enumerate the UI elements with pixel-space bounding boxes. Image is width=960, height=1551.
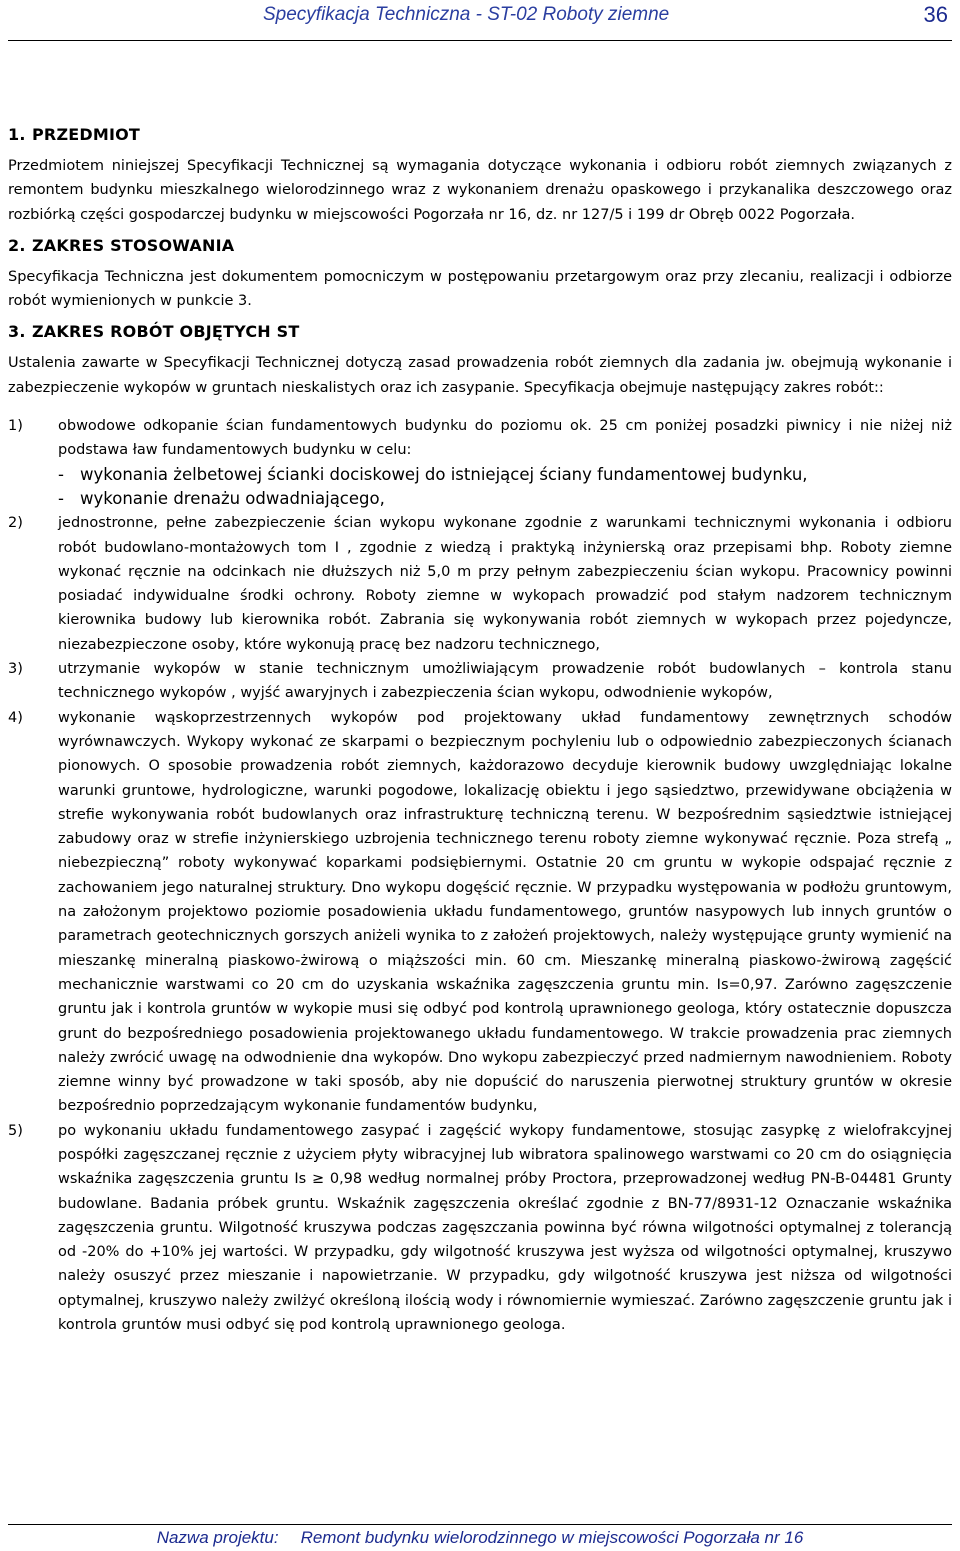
list-item <box>8 1119 952 1338</box>
section-title: ZAKRES ROBÓT OBJĘTYCH ST <box>32 322 300 342</box>
section-number: 1. <box>8 125 26 144</box>
section-title: PRZEDMIOT <box>32 125 141 144</box>
section-heading-3 <box>8 321 952 343</box>
list-item-text: wykonanie wąskoprzestrzennych wykopów pod projektowany układ fundamentowy zewnętrznych schodów wyrównawczych. Wykopy wykonać ze skarpami o bezpiecznym pochyleniu lub o odpowiednio zabezpieczonych ścianach pionowych. O sposobie prowadzenia robót ziemnych, każdorazowo decyduje kierownik budowy uwzględniając lokalne warunki gruntowe, hydrologiczne, warunki pogodowe, lokalizację obiektu i jego sąsiedztwo, przewidywane obciążenia w strefie wykonywania robót budowlanych oraz infrastrukturę techniczną terenu. W bezpośrednim sąsiedztwie istniejącej zabudowy oraz w strefie inżynierskiego uzbrojenia technicznego terenu roboty ziemne wykonywać ręcznie. Poza strefą „ niebezpieczną” roboty wykonywać koparkami podsiębiernymi. Ostatnie 20 cm gruntu w wykopie odspajać ręcznie z zachowaniem jego naturalnej struktury. Dno wykopu dogęścić ręcznie. W przypadku występowania w podłożu gruntowym, na założonym projektowo poziomie posadowienia układu fundamentowego, gruntów nasypowych lub innych gruntów o parametrach geotechnicznych gorszych aniżeli wynika to z założeń projektowych, należy występujące grunty wymienić na mieszankę mineralną piaskowo-żwirową o miąższości min. 60 cm. Mieszankę mineralną piaskowo-żwirową zagęścić mechanicznie warstwami co 20 cm do uzyskania wskaźnika zagęszczenia gruntu min. Is=0,97. Zarówno zagęszczenie gruntu jak i kontrola gruntów w wykopie musi się odbyć pod kontrolą uprawnionego geologa, który ostatecznie dopuszcza grunt do bezpośredniego posadowienia projektowanego układu fundamentowego. W trakcie prowadzenia prac ziemnych należy zwrócić uwagę na odwodnienie dna wykopów. Dno wykopu zabezpieczyć przed nadmiernym nawodnieniem. Roboty ziemne winny być prowadzone w taki sposób, aby nie dopuścić do naruszenia pierwotnej struktury gruntów w okresie bezpośrednio poprzedzającym wykonanie fundamentów budynku, <box>58 709 952 1115</box>
page-number: 36 <box>923 2 948 27</box>
paragraph: Ustalenia zawarte w Specyfikacji Technicznej dotyczą zasad prowadzenia robót ziemnych dla zadania jw. obejmują wykonanie i zabezpieczenie wykopów w gruntach nieskalistych oraz ich zasypanie. Specyfikacja obejmuje następujący zakres robót:: <box>8 355 952 396</box>
page-header <box>8 0 952 41</box>
list-marker: 2) <box>8 515 23 532</box>
page-footer <box>8 1524 952 1551</box>
list-item <box>8 706 952 1119</box>
sub-item: - wykonanie drenażu odwadniającego, <box>58 488 385 508</box>
list-marker: 5) <box>8 1122 23 1139</box>
section-heading-1 <box>8 124 952 146</box>
section-number: 3. <box>8 322 26 342</box>
list-item-text: po wykonaniu układu fundamentowego zasypać i zagęścić wykopy fundamentowe, stosując zasypkę z wielofrakcyjnej pospółki zagęszczanej ręcznie z użyciem płyty wibracyjnej lub wibratora spalinowego warstwami co 20 cm do osiągnięcia wskaźnika zagęszczenia gruntu Is ≥ 0,98 według normalnej próby Proctora, przeprowadzonej według PN-B-04481 Grunty budowlane. Badania próbek gruntu. Wskaźnik zagęszczenia określać zgodnie z BN-77/8931-12 Oznaczanie wskaźnika zagęszczenia gruntu. Wilgotność kruszywa podczas zagęszczania powinna być równa wilgotności optymalnej z tolerancją od -20% do +10% jej wartości. W przypadku, gdy wilgotność kruszywa jest wyższa od wilgotności optymalnej, kruszywo należy osuszyć przez mieszanie i napowietrzanie. W przypadku, gdy wilgotność kruszywa jest niższa od wilgotności optymalnej, kruszywo należy zwilżyć określoną ilością wody i równomiernie wymieszać. Zarówno zagęszczenie gruntu jak i kontrola gruntów musi odbyć się pod kontrolą uprawnionego geologa. <box>58 1122 952 1334</box>
list-item <box>8 511 952 657</box>
paragraph: Specyfikacja Techniczna jest dokumentem pomocniczym w postępowaniu przetargowym oraz przy zlecaniu, realizacji i odbiorze robót wymienionych w punkcie 3. <box>8 268 952 310</box>
list-item-text: obwodowe odkopanie ścian fundamentowych budynku do poziomu ok. 25 cm poniżej posadzki piwnicy i nie niżej niż podstawa ław fundamentowych budynku w celu: <box>58 418 952 459</box>
document-body <box>8 124 952 1337</box>
footer-project-name: Remont budynku wielorodzinnego w miejscowości Pogorzała nr 16 <box>300 1528 804 1547</box>
section-heading-2 <box>8 235 952 257</box>
sub-item-text: wykonanie drenażu odwadniającego, <box>80 488 385 508</box>
list-item <box>8 414 952 511</box>
sub-item: - wykonania żelbetowej ścianki dociskowej do istniejącej ściany fundamentowej budynku, <box>58 464 808 484</box>
sub-item-text: wykonania żelbetowej ścianki dociskowej do istniejącej ściany fundamentowej budynku, <box>80 464 808 484</box>
section-title: ZAKRES STOSOWANIA <box>32 235 235 255</box>
footer-text <box>8 1528 952 1548</box>
list-item-text: utrzymanie wykopów w stanie technicznym umożliwiającym prowadzenie robót budowlanych – kontrola stanu technicznego wykopów , wyjść awaryjnych i zabezpieczenia ścian wykopu, odwodnienie wykopów, <box>58 661 952 702</box>
footer-label: Nazwa projektu: <box>156 1528 279 1547</box>
list-item-text: jednostronne, pełne zabezpieczenie ścian wykopu wykonane zgodnie z warunkami technicznymi wykonania i odbioru robót budowlano-montażowych tom I , zgodnie z wiedzą i praktyką inżynierską oraz przepisami bhp. Roboty ziemne wykonać ręcznie na odcinkach nie dłuższych niż 5,0 m przy pełnym zabezpieczeniu ścian wykopu. Pracownicy powinni posiadać indywidualne środki ochrony. Roboty ziemne w wykopach prowadzić pod stałym nadzorem technicznym kierownika budowy lub kierownika robót. Zabrania się wykonywania robót ziemnych w wykopach przez pojedyncze, niezabezpieczone osoby, które wykonują pracę bez nadzoru technicznego, <box>58 515 952 653</box>
list-item <box>8 657 952 706</box>
section-number: 2. <box>8 235 26 255</box>
header-title: Specyfikacja Techniczna - ST-02 Roboty ziemne <box>263 4 670 25</box>
paragraph: Przedmiotem niniejszej Specyfikacji Technicznej są wymagania dotyczące wykonania i odbioru robót ziemnych związanych z remontem budynku mieszkalnego wielorodzinnego wraz z wykonaniem drenażu opaskowego i przykanalika deszczowego oraz rozbiórką części gospodarczej budynku w miejscowości Pogorzała nr 16, dz. nr 127/5 i 199 dr Obręb 0022 Pogorzała. <box>8 158 952 223</box>
list-marker: 4) <box>8 709 23 726</box>
list-marker: 3) <box>8 661 23 678</box>
list-marker: 1) <box>8 418 23 435</box>
